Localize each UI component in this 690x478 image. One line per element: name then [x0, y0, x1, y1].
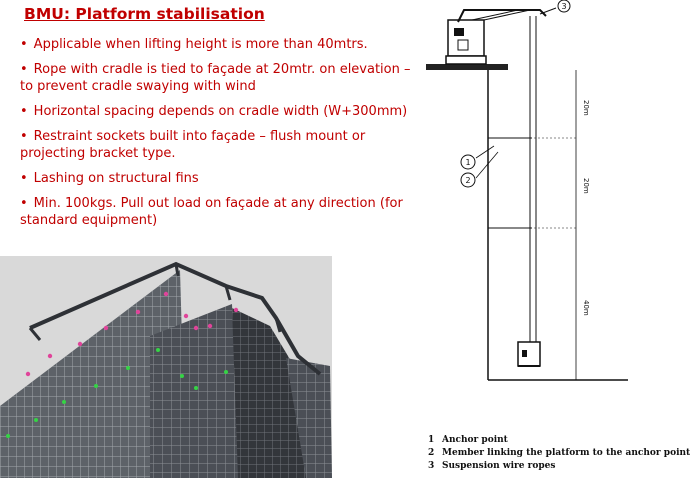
bmu-machine [448, 20, 484, 56]
dimension-label: 20m [582, 178, 590, 194]
bullet-dot: • [20, 196, 28, 211]
legend-text: Suspension wire ropes [442, 461, 556, 471]
bullet-item [20, 195, 420, 229]
diagram-legend [428, 434, 690, 473]
bmu-panel [454, 28, 464, 36]
bullet-item [20, 128, 420, 162]
cradle-detail [522, 350, 527, 357]
legend-item [428, 434, 690, 447]
bullet-dot: • [20, 62, 28, 77]
jib-brace [472, 10, 530, 20]
bullet-item [20, 103, 420, 120]
bmu-base [446, 56, 486, 64]
callout-1-label: 1 [465, 158, 471, 167]
legend-item [428, 447, 690, 460]
bullet-dot: • [20, 171, 28, 186]
callout-3-label: 3 [561, 2, 567, 11]
bullet-text: Applicable when lifting height is more than 40mtrs. [33, 37, 368, 52]
bullet-text: Min. 100kgs. Pull out load on façade at any direction (for standard equipment) [20, 196, 403, 228]
bullet-text: Rope with cradle is tied to façade at 20mtr. on elevation – to prevent cradle swaying with wind [20, 62, 411, 94]
building-photo [0, 256, 332, 478]
bullet-item [20, 170, 420, 187]
dimension-label: 40m [582, 300, 590, 316]
bullet-dot: • [20, 129, 28, 144]
callout-2-label: 2 [465, 176, 471, 185]
dimension-label: 20m [582, 100, 590, 116]
callout-leader [476, 146, 494, 158]
legend-text: Member linking the platform to the anchor point [442, 448, 690, 458]
roof-slab [426, 64, 508, 70]
bullet-item [20, 36, 420, 53]
legend-num: 2 [428, 448, 435, 458]
bmu-elevation-diagram [418, 0, 638, 430]
bullet-item [20, 61, 420, 95]
bullet-dot: • [20, 104, 28, 119]
legend-text: Anchor point [442, 435, 508, 445]
slide-title: BMU: Platform stabilisation [24, 5, 265, 23]
bullet-text: Horizontal spacing depends on cradle width (W+300mm) [33, 104, 408, 119]
legend-num: 1 [428, 435, 435, 445]
bullet-list [20, 36, 420, 237]
legend-num: 3 [428, 461, 435, 471]
legend-item [428, 460, 690, 473]
bullet-text: Restraint sockets built into façade – flush mount or projecting bracket type. [20, 129, 366, 161]
bullet-text: Lashing on structural fins [33, 171, 199, 186]
bullet-dot: • [20, 37, 28, 52]
cradle [518, 342, 540, 366]
